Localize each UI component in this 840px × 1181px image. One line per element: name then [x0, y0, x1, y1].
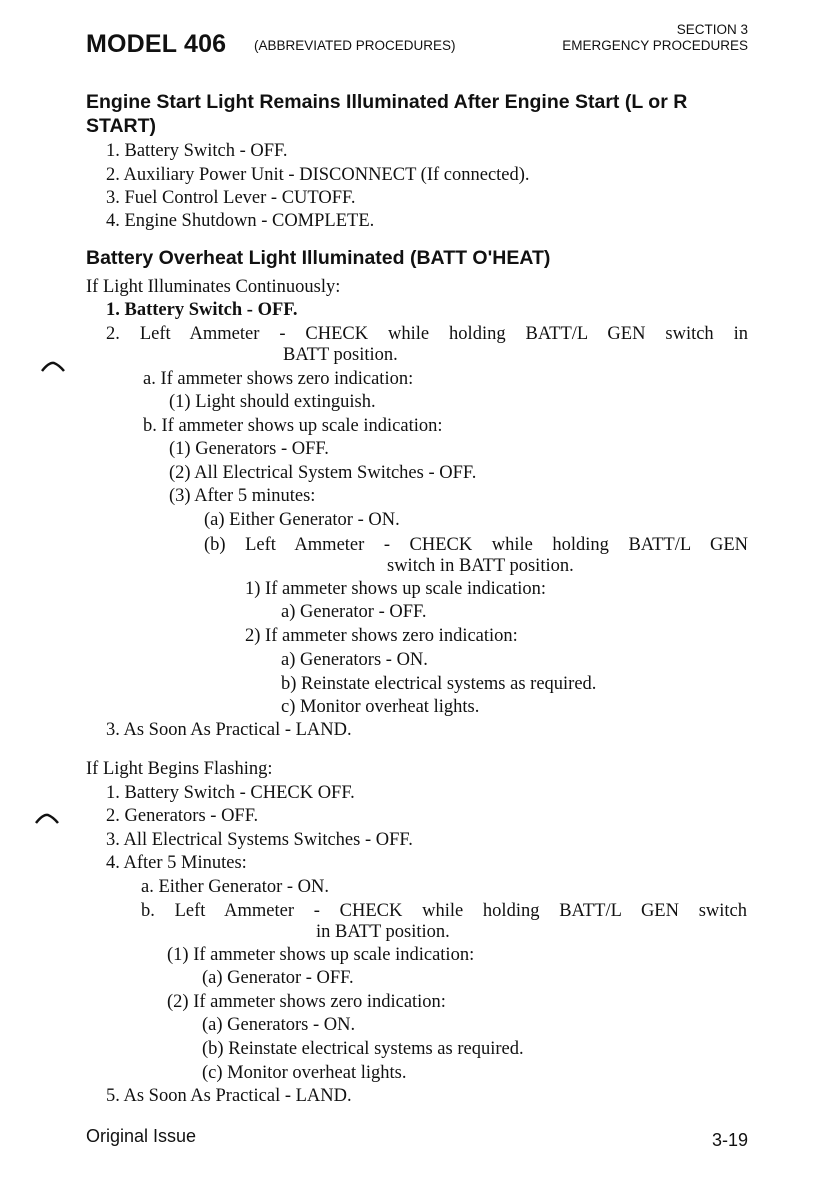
list-item: c) Monitor overheat lights. — [281, 697, 480, 717]
battery-overheat-heading: Battery Overheat Light Illuminated (BATT O'HEAT) — [86, 247, 551, 269]
list-item: 2) If ammeter shows zero indication: — [245, 626, 518, 646]
list-item: b. Left Ammeter - CHECK while holding BATT/L GEN switch — [141, 901, 747, 921]
list-item: 1. Battery Switch - OFF. — [106, 300, 298, 320]
list-item: b. If ammeter shows up scale indication: — [143, 416, 443, 436]
page-number: 3-19 — [711, 1130, 748, 1150]
list-item: a) Generators - ON. — [281, 650, 428, 670]
model-title: MODEL 406 — [86, 30, 227, 58]
list-item: 3. All Electrical Systems Switches - OFF. — [106, 830, 413, 850]
list-item: (a) Generators - ON. — [202, 1015, 356, 1035]
list-item: 1. Battery Switch - OFF. — [106, 141, 288, 161]
list-item: a. If ammeter shows zero indication: — [143, 369, 414, 389]
continuous-intro: If Light Illuminates Continuously: — [86, 277, 341, 297]
list-item: (b) Left Ammeter - CHECK while holding BATT/L GEN — [204, 535, 748, 555]
list-item: (3) After 5 minutes: — [169, 486, 316, 506]
list-item: 4. Engine Shutdown - COMPLETE. — [106, 211, 375, 231]
list-item: 2. Generators - OFF. — [106, 806, 259, 826]
list-item: (1) If ammeter shows up scale indication: — [167, 945, 475, 965]
list-item: 3. Fuel Control Lever - CUTOFF. — [106, 188, 356, 208]
engine-start-heading: Engine Start Light Remains Illuminated After Engine Start (L or R START) — [86, 91, 688, 137]
list-item: 2. Auxiliary Power Unit - DISCONNECT (If connected). — [106, 165, 530, 185]
list-item-continuation: BATT position. — [283, 345, 398, 365]
list-item: (1) Generators - OFF. — [169, 439, 329, 459]
section-number: SECTION 3 — [676, 22, 748, 37]
list-item: (2) If ammeter shows zero indication: — [167, 992, 446, 1012]
list-item: (a) Either Generator - ON. — [204, 510, 400, 530]
list-item: 5. As Soon As Practical - LAND. — [106, 1086, 352, 1106]
list-item: b) Reinstate electrical systems as required. — [281, 674, 597, 694]
footer-issue: Original Issue — [86, 1126, 197, 1146]
margin-mark-icon — [40, 360, 66, 374]
list-item-continuation: in BATT position. — [316, 922, 450, 942]
section-header — [562, 22, 748, 54]
list-item: 1) If ammeter shows up scale indication: — [245, 579, 547, 599]
list-item: (1) Light should extinguish. — [169, 392, 376, 412]
list-item: (2) All Electrical System Switches - OFF. — [169, 463, 477, 483]
margin-mark-icon — [34, 812, 60, 826]
list-item: (c) Monitor overheat lights. — [202, 1063, 407, 1083]
list-item: 4. After 5 Minutes: — [106, 853, 247, 873]
procedures-subtitle: (ABBREVIATED PROCEDURES) — [254, 38, 456, 53]
list-item-continuation: switch in BATT position. — [387, 556, 574, 576]
list-item: (b) Reinstate electrical systems as required. — [202, 1039, 524, 1059]
list-item: a) Generator - OFF. — [281, 602, 427, 622]
list-item: 2. Left Ammeter - CHECK while holding BATT/L GEN switch in — [106, 324, 748, 344]
section-title: EMERGENCY PROCEDURES — [562, 38, 748, 53]
list-item: a. Either Generator - ON. — [141, 877, 330, 897]
flashing-intro: If Light Begins Flashing: — [86, 759, 273, 779]
list-item: (a) Generator - OFF. — [202, 968, 354, 988]
list-item: 1. Battery Switch - CHECK OFF. — [106, 783, 355, 803]
list-item: 3. As Soon As Practical - LAND. — [106, 720, 352, 740]
